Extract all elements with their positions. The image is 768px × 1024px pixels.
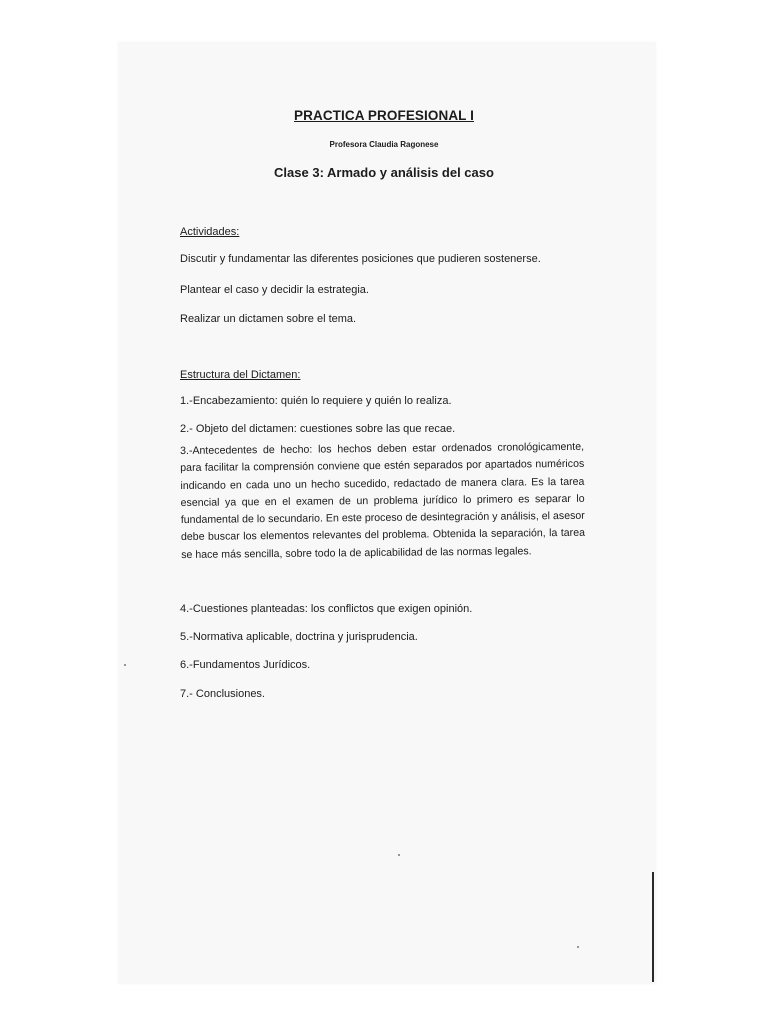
class-title: Clase 3: Armado y análisis del caso [274,165,494,180]
structure-item-7: 7.- Conclusiones. [180,688,265,700]
activity-item: Plantear el caso y decidir la estrategia. [180,284,369,296]
professor-name: Profesora Claudia Ragonese [329,140,439,149]
document-title: PRACTICA PROFESIONAL I [294,108,474,123]
activity-item: Discutir y fundamentar las diferentes posiciones que pudieren sostenerse. [180,253,541,265]
structure-heading: Estructura del Dictamen: [180,369,301,381]
structure-item-3: 3.-Antecedentes de hecho: los hechos deben estar ordenados cronológicamente, para facilitar la comprensión conviene que estén separados por apartados numéricos indicando en cada uno un hecho sucedido, redactado de manera clara. Es la tarea esencial ya que en el examen de un problema jurídico lo primero es separar lo fundamental de lo secundario. En este proceso de desintegración y análisis, el asesor debe buscar los elementos relevantes del problema. Obtenida la separación, la tarea se hace más sencilla, sobre todo la de aplicabilidad de las normas legales. [180,440,586,561]
activities-heading: Actividades: [180,226,240,238]
structure-item-4: 4.-Cuestiones planteadas: los conflictos que exigen opinión. [180,603,473,615]
structure-item-6: 6.-Fundamentos Jurídicos. [180,659,311,671]
structure-item-1: 1.-Encabezamiento: quién lo requiere y quién lo realiza. [180,395,452,407]
structure-item-2: 2.- Objeto del dictamen: cuestiones sobre las que recae. [180,423,456,435]
structure-item-5: 5.-Normativa aplicable, doctrina y jurisprudencia. [180,631,418,643]
activity-item: Realizar un dictamen sobre el tema. [180,313,357,325]
